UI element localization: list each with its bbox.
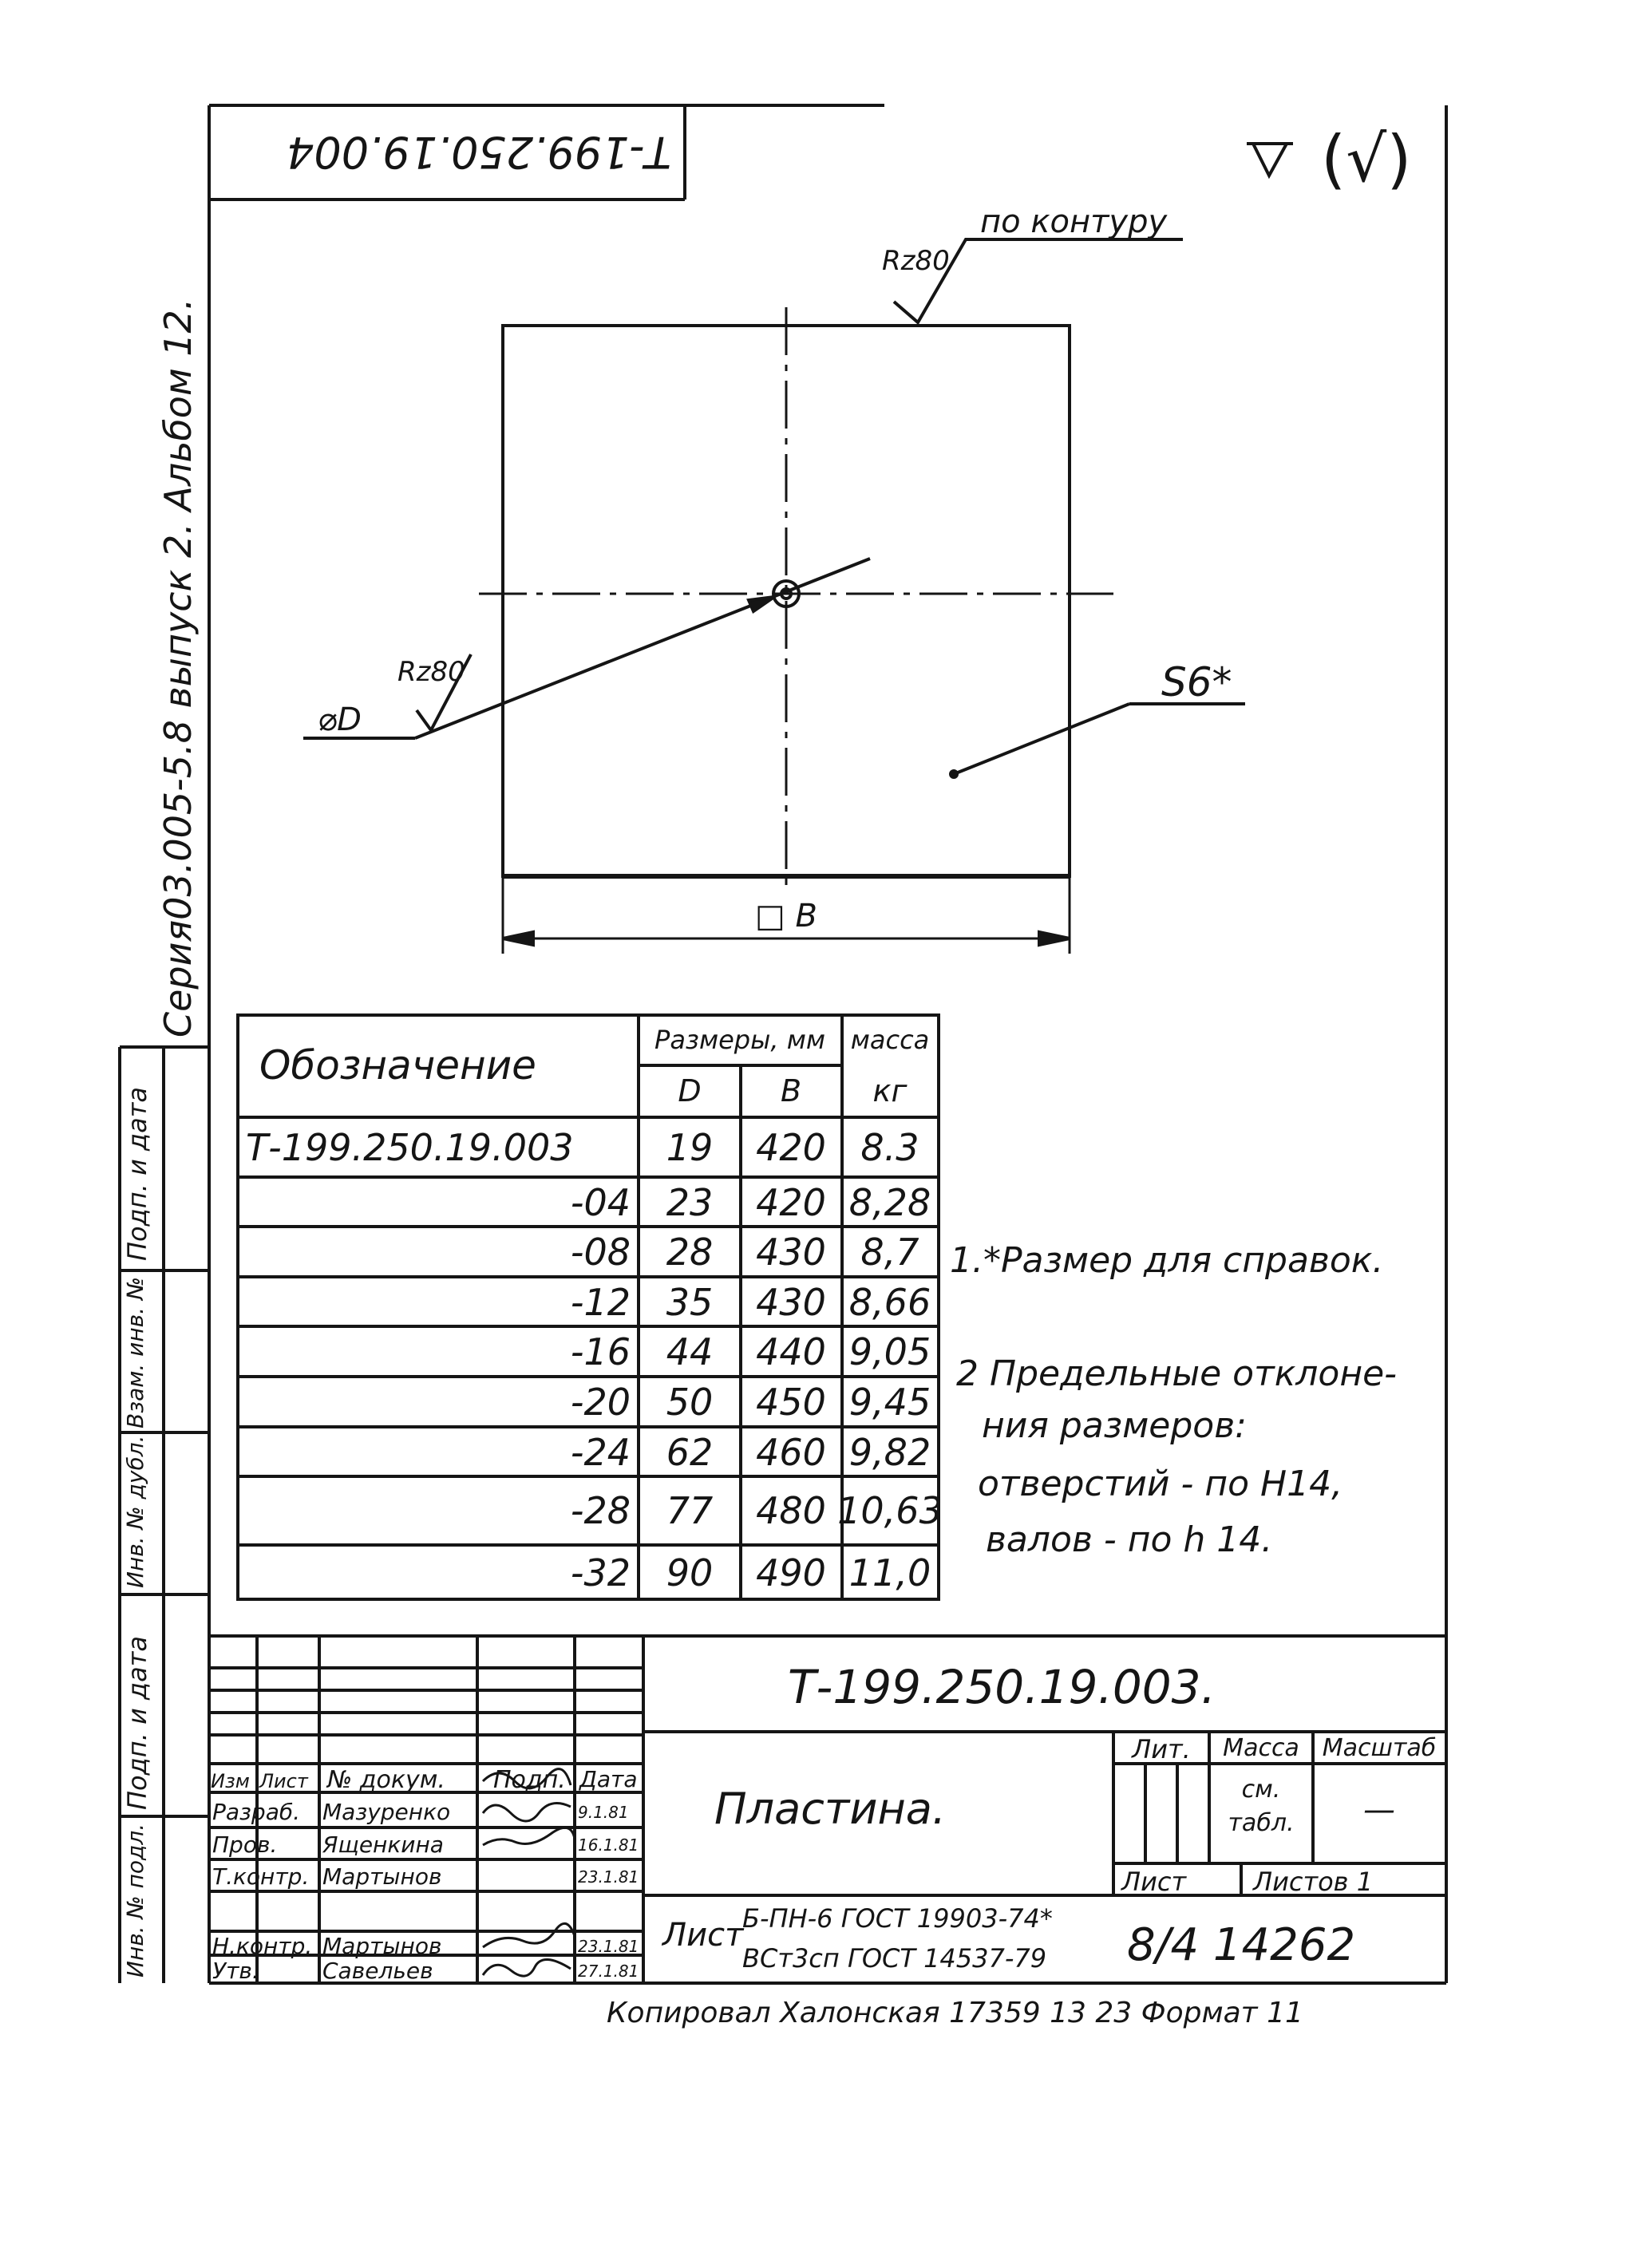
row-mass: 8,7 bbox=[860, 1231, 919, 1274]
thickness-label: S6* bbox=[1161, 659, 1232, 705]
row-d: 90 bbox=[666, 1551, 714, 1594]
row-designation: Т-199.250.19.003 bbox=[246, 1126, 574, 1169]
row-d: 28 bbox=[666, 1231, 714, 1274]
scale-value: — bbox=[1363, 1792, 1395, 1828]
title-doc-number: Т-199.250.19.003. bbox=[787, 1660, 1216, 1714]
hole-leader-arrow bbox=[749, 597, 774, 611]
signature-5 bbox=[483, 1959, 571, 1976]
row-designation: -24 bbox=[570, 1431, 631, 1474]
row-b: 450 bbox=[756, 1381, 826, 1424]
table-header-kg: кг bbox=[872, 1073, 908, 1108]
strip-label-dup-inv: Инв. № дубл. bbox=[122, 1435, 148, 1588]
sheets-label: Листов 1 bbox=[1253, 1867, 1374, 1897]
row-designation: -12 bbox=[570, 1281, 631, 1324]
role-name: Мартынов bbox=[322, 1863, 442, 1890]
row-b: 490 bbox=[756, 1551, 826, 1594]
row-b: 420 bbox=[756, 1181, 826, 1224]
strip-label-replace-inv: Взам. инв. № bbox=[122, 1276, 148, 1428]
row-mass: 8.3 bbox=[860, 1126, 919, 1169]
row-d: 23 bbox=[666, 1181, 714, 1224]
row-d: 77 bbox=[666, 1489, 714, 1532]
roughness-check-mark bbox=[1253, 144, 1287, 176]
contour-roughness-label: Rz80 bbox=[882, 245, 950, 277]
material-prefix: Лист bbox=[662, 1917, 744, 1954]
mass-value-2: табл. bbox=[1228, 1809, 1295, 1837]
head-date: Дата bbox=[579, 1766, 638, 1792]
role-label: Разраб. bbox=[212, 1799, 301, 1825]
row-b: 460 bbox=[756, 1431, 826, 1474]
strip-label-sign-date: Подп. и дата bbox=[122, 1087, 152, 1261]
signatures bbox=[483, 1766, 575, 1977]
row-designation: -04 bbox=[570, 1181, 631, 1224]
role-label: Утв. bbox=[212, 1958, 259, 1984]
lit-label: Лит. bbox=[1132, 1734, 1191, 1764]
title-part-name: Пластина. bbox=[714, 1784, 947, 1834]
row-d: 44 bbox=[666, 1330, 714, 1373]
contour-label: по контуру bbox=[980, 203, 1168, 240]
hole-roughness-label: Rz80 bbox=[397, 656, 465, 688]
head-list: Лист bbox=[259, 1770, 308, 1792]
row-b: 430 bbox=[756, 1281, 826, 1324]
row-designation: -20 bbox=[570, 1381, 631, 1424]
role-label: Пров. bbox=[212, 1831, 278, 1858]
role-date: 9.1.81 bbox=[578, 1803, 629, 1822]
roughness-paren-mark: (√) bbox=[1321, 122, 1412, 196]
row-d: 35 bbox=[666, 1281, 714, 1324]
row-mass: 10,63 bbox=[837, 1489, 943, 1532]
strip-label-orig-inv: Инв. № подл. bbox=[122, 1823, 148, 1978]
table-header-d: D bbox=[678, 1073, 702, 1108]
table-header-sizes: Размеры, мм bbox=[654, 1025, 825, 1055]
role-date: 23.1.81 bbox=[578, 1867, 639, 1887]
role-date: 27.1.81 bbox=[578, 1962, 639, 1981]
head-sign: Подп. bbox=[493, 1766, 566, 1794]
mass-value-1: см. bbox=[1241, 1776, 1281, 1804]
role-date: 23.1.81 bbox=[578, 1937, 639, 1956]
width-dimension-label: □ В bbox=[755, 898, 817, 934]
signature-3 bbox=[483, 1827, 575, 1845]
stamp-number-top: Т-199.250.19.004 bbox=[287, 127, 671, 177]
row-d: 50 bbox=[666, 1381, 714, 1424]
row-mass: 8,66 bbox=[848, 1281, 931, 1324]
role-name: Мазуренко bbox=[322, 1799, 451, 1825]
row-b: 480 bbox=[756, 1489, 826, 1532]
role-name: Мартынов bbox=[322, 1933, 442, 1959]
row-designation: -28 bbox=[570, 1489, 631, 1532]
scale-label: Масштаб bbox=[1322, 1734, 1437, 1762]
material-line-2: ВСт3сп ГОСТ 14537-79 bbox=[742, 1943, 1047, 1974]
dim-arrow-right bbox=[1039, 932, 1070, 945]
dim-arrow-left bbox=[503, 932, 533, 945]
row-b: 420 bbox=[756, 1126, 826, 1169]
note-2-line-2: ния размеров: bbox=[982, 1405, 1247, 1446]
strip-label-sign-date-2: Подп. и дата bbox=[122, 1636, 152, 1810]
row-designation: -08 bbox=[570, 1231, 631, 1274]
head-doc: № докум. bbox=[327, 1766, 445, 1794]
material-line-1: Б-ПН-6 ГОСТ 19903-74* bbox=[742, 1903, 1053, 1934]
row-mass: 9,05 bbox=[848, 1330, 931, 1373]
signature-4 bbox=[483, 1923, 575, 1947]
row-designation: -16 bbox=[570, 1330, 631, 1373]
footer-copy-note: Копировал Халонская 17359 13 23 Формат 11 bbox=[607, 1997, 1303, 2029]
role-name: Савельев bbox=[322, 1958, 433, 1984]
row-designation: -32 bbox=[570, 1551, 631, 1594]
row-d: 19 bbox=[666, 1126, 714, 1169]
mass-label: Масса bbox=[1223, 1734, 1299, 1762]
note-2-line-3: отверстий - по Н14, bbox=[978, 1464, 1343, 1504]
role-label: Т.контр. bbox=[212, 1863, 310, 1890]
role-date: 16.1.81 bbox=[578, 1835, 639, 1855]
row-mass: 11,0 bbox=[848, 1551, 931, 1594]
archive-number: 8/4 14262 bbox=[1127, 1919, 1356, 1971]
thickness-leader bbox=[954, 704, 1129, 774]
series-side-label: Серия03.005-5.8 выпуск 2. Альбом 12. bbox=[156, 298, 200, 1037]
head-izm: Изм bbox=[211, 1770, 250, 1792]
signature-2 bbox=[483, 1804, 571, 1822]
hole-diameter-label: ⌀D bbox=[318, 701, 362, 738]
role-name: Ященкина bbox=[322, 1831, 444, 1858]
sheet-label: Лист bbox=[1121, 1867, 1187, 1897]
hole-leader bbox=[415, 559, 870, 738]
note-2-line-4: валов - по h 14. bbox=[986, 1519, 1273, 1560]
note-2-line-1: 2 Предельные отклоне- bbox=[956, 1353, 1398, 1394]
row-mass: 8,28 bbox=[848, 1181, 931, 1224]
row-b: 440 bbox=[756, 1330, 826, 1373]
row-mass: 9,45 bbox=[848, 1381, 931, 1424]
table-header-designation: Обозначение bbox=[259, 1042, 536, 1089]
row-b: 430 bbox=[756, 1231, 826, 1274]
role-label: Н.контр. bbox=[212, 1933, 313, 1959]
note-1: 1.*Размер для справок. bbox=[950, 1240, 1384, 1281]
row-d: 62 bbox=[666, 1431, 714, 1474]
table-header-mass: масса bbox=[850, 1025, 930, 1055]
table-header-b: В bbox=[780, 1073, 802, 1108]
row-mass: 9,82 bbox=[848, 1431, 931, 1474]
